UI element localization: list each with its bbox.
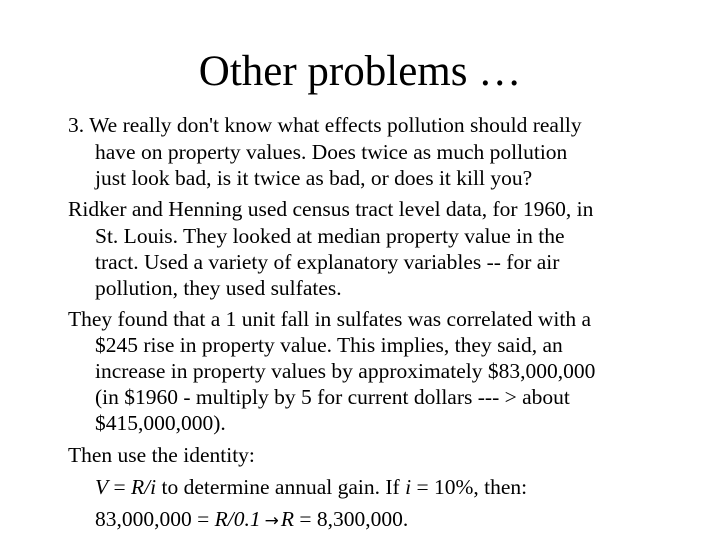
eq1-text: to determine annual gain. If	[156, 475, 406, 499]
p2-line-2: St. Louis. They looked at median property value in the	[95, 224, 565, 248]
slide-title: Other problems …	[198, 48, 522, 95]
p1-line-1: 3. We really don't know what effects pollution should really	[68, 113, 582, 137]
p3-line-1: They found that a 1 unit fall in sulfates was correlated with a	[68, 307, 592, 331]
right-arrow-icon: →	[264, 511, 279, 531]
var-r-over-i: R/i	[131, 475, 157, 499]
eq1-end: = 10%, then:	[411, 475, 528, 499]
p4-intro: Then use the identity:	[68, 443, 255, 467]
p3-line-3: increase in property values by approximately $83,000,000	[95, 359, 596, 383]
p4-equation-2	[95, 506, 408, 534]
var-r-over-0-1: R/0.1	[214, 507, 261, 531]
p2-line-4: pollution, they used sulfates.	[95, 276, 342, 300]
eq2-end: = 8,300,000.	[294, 507, 409, 531]
p3-line-4: (in $1960 - multiply by 5 for current dollars --- > about	[95, 385, 570, 409]
p3-line-2: $245 rise in property value. This implies, they said, an	[95, 333, 563, 357]
p1-line-3: just look bad, is it twice as bad, or does it kill you?	[95, 166, 533, 190]
p2-line-1: Ridker and Henning used census tract level data, for 1960, in	[68, 197, 594, 221]
p2-line-3: tract. Used a variety of explanatory variables -- for air	[95, 250, 560, 274]
var-r: R	[280, 507, 295, 531]
p1-line-2: have on property values. Does twice as much pollution	[95, 140, 568, 164]
eq1-equals: =	[108, 475, 132, 499]
eq2-left: 83,000,000 =	[95, 507, 215, 531]
p4-equation-1	[95, 474, 527, 500]
var-v: V	[95, 475, 109, 499]
var-i: i	[405, 475, 412, 499]
p3-line-5: $415,000,000).	[95, 411, 226, 435]
